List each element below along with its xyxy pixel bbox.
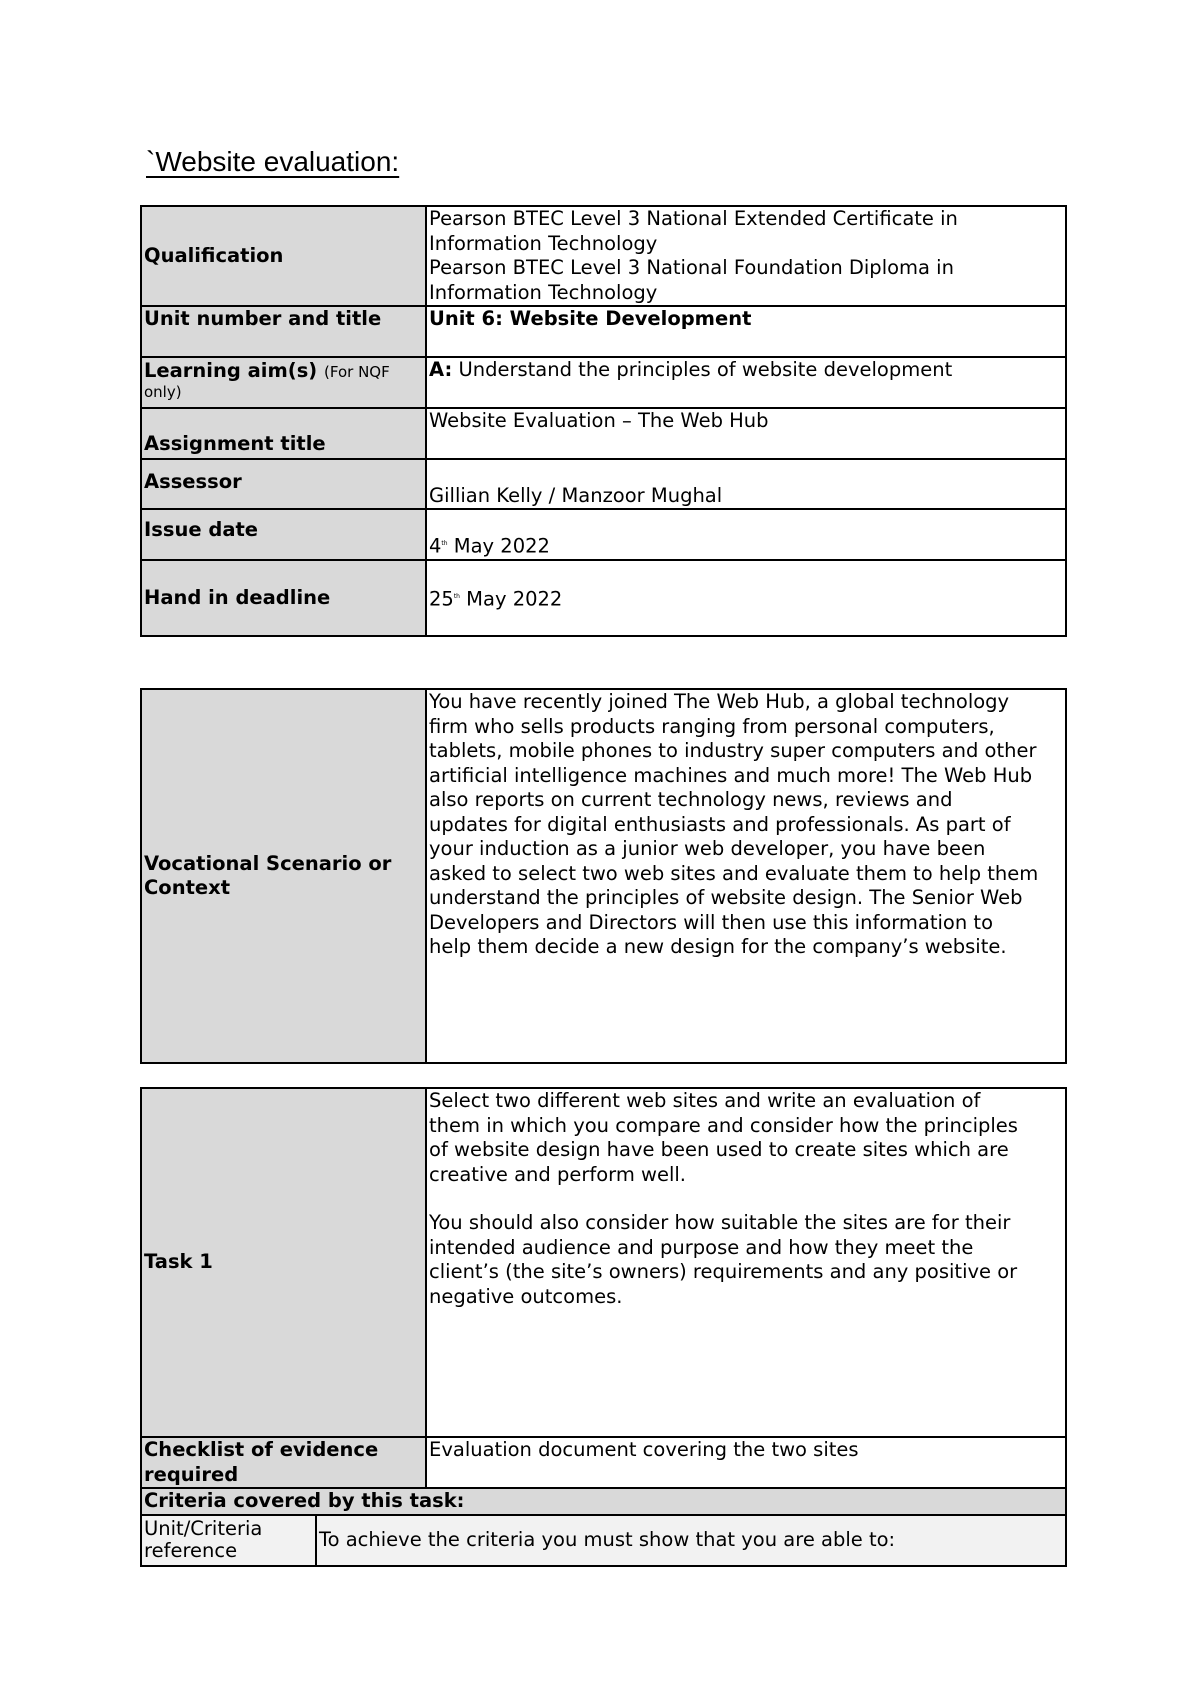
learning-aim-prefix: A: <box>429 358 453 381</box>
task-line: Select two different web sites and write an evaluation of <box>429 1089 981 1112</box>
checklist-label <box>141 1437 426 1488</box>
checklist-label-line: required <box>144 1462 239 1486</box>
task-line: client’s (the site’s owners) requirements and any positive or <box>429 1260 1018 1283</box>
scenario-label-line: Vocational Scenario or <box>144 851 392 875</box>
deadline-rest: May 2022 <box>459 587 563 610</box>
issue-date-day: 4 <box>429 534 442 558</box>
task-label: Task 1 <box>141 1088 426 1437</box>
qualification-line: Information Technology <box>429 231 658 255</box>
learning-aim-text: Understand the principles of website development <box>452 358 953 381</box>
qualification-value <box>426 206 1066 306</box>
learning-aim-label-text: Learning aim(s) <box>144 359 318 382</box>
task-line: You should also consider how suitable the sites are for their <box>429 1211 1011 1234</box>
scenario-line: also reports on current technology news, reviews and <box>429 788 953 811</box>
criteria-header: Criteria covered by this task: <box>141 1488 1066 1515</box>
assessor-label: Assessor <box>141 459 426 509</box>
scenario-line: firm who sells products ranging from personal computers, <box>429 714 995 738</box>
assignment-title-label: Assignment title <box>141 408 426 459</box>
deadline-ordinal: th <box>453 592 460 600</box>
checklist-label-line: Checklist of evidence <box>144 1438 379 1461</box>
task-line: intended audience and purpose and how they meet the <box>429 1235 974 1259</box>
task-line: of website design have been used to create sites which are <box>429 1138 1009 1161</box>
unit-label: Unit number and title <box>141 306 426 357</box>
task-description <box>426 1088 1066 1437</box>
qualification-line: Information Technology <box>429 280 658 304</box>
task-line: them in which you compare and consider how the principles <box>429 1113 1018 1137</box>
scenario-text <box>426 689 1066 1063</box>
scenario-table <box>140 688 1067 1064</box>
task-table <box>140 1087 1067 1567</box>
deadline-value <box>426 560 1066 636</box>
scenario-label-line: Context <box>144 876 231 899</box>
criteria-reference-line: Unit/Criteria <box>144 1517 263 1540</box>
deadline-label: Hand in deadline <box>141 560 426 636</box>
scenario-line: help them decide a new design for the company’s website. <box>429 935 1007 958</box>
criteria-reference-label <box>141 1515 316 1566</box>
scenario-line: updates for digital enthusiasts and professionals. As part of <box>429 812 1011 836</box>
qualification-label: Qualification <box>141 206 426 306</box>
assessor-value: Gillian Kelly / Manzoor Mughal <box>426 459 1066 509</box>
qualification-line: Pearson BTEC Level 3 National Extended Certificate in <box>429 207 958 230</box>
task-line: creative and perform well. <box>429 1162 686 1186</box>
criteria-reference-text: To achieve the criteria you must show that you are able to: <box>316 1515 1066 1566</box>
scenario-line: asked to select two web sites and evaluate them to help them <box>429 861 1039 885</box>
scenario-line: understand the principles of website design. The Senior Web <box>429 886 1023 909</box>
issue-date-value <box>426 509 1066 560</box>
learning-aim-label <box>141 357 426 408</box>
criteria-reference-line: reference <box>144 1539 238 1562</box>
issue-date-label: Issue date <box>141 509 426 560</box>
issue-date-ordinal: th <box>441 540 448 547</box>
page-title: `Website evaluation: <box>146 146 400 177</box>
scenario-line: your induction as a junior web developer, you have been <box>429 837 986 860</box>
assignment-title-value: Website Evaluation – The Web Hub <box>426 408 1066 459</box>
unit-value: Unit 6: Website Development <box>426 306 1066 357</box>
learning-aim-note-2: only) <box>144 383 182 401</box>
qualification-line: Pearson BTEC Level 3 National Foundation Diploma in <box>429 256 954 279</box>
checklist-value: Evaluation document covering the two sites <box>426 1437 1066 1488</box>
learning-aim-note: (For NQF <box>324 363 390 381</box>
task-line: negative outcomes. <box>429 1284 623 1308</box>
issue-date-rest: May 2022 <box>447 534 550 558</box>
scenario-line: You have recently joined The Web Hub, a global technology <box>429 690 1010 713</box>
scenario-label <box>141 689 426 1063</box>
scenario-line: artificial intelligence machines and much more! The Web Hub <box>429 763 1033 787</box>
learning-aim-value <box>426 357 1066 408</box>
deadline-day: 25 <box>429 587 454 610</box>
assignment-info-table <box>140 205 1067 637</box>
scenario-line: Developers and Directors will then use this information to <box>429 910 993 934</box>
scenario-line: tablets, mobile phones to industry super computers and other <box>429 739 1037 762</box>
